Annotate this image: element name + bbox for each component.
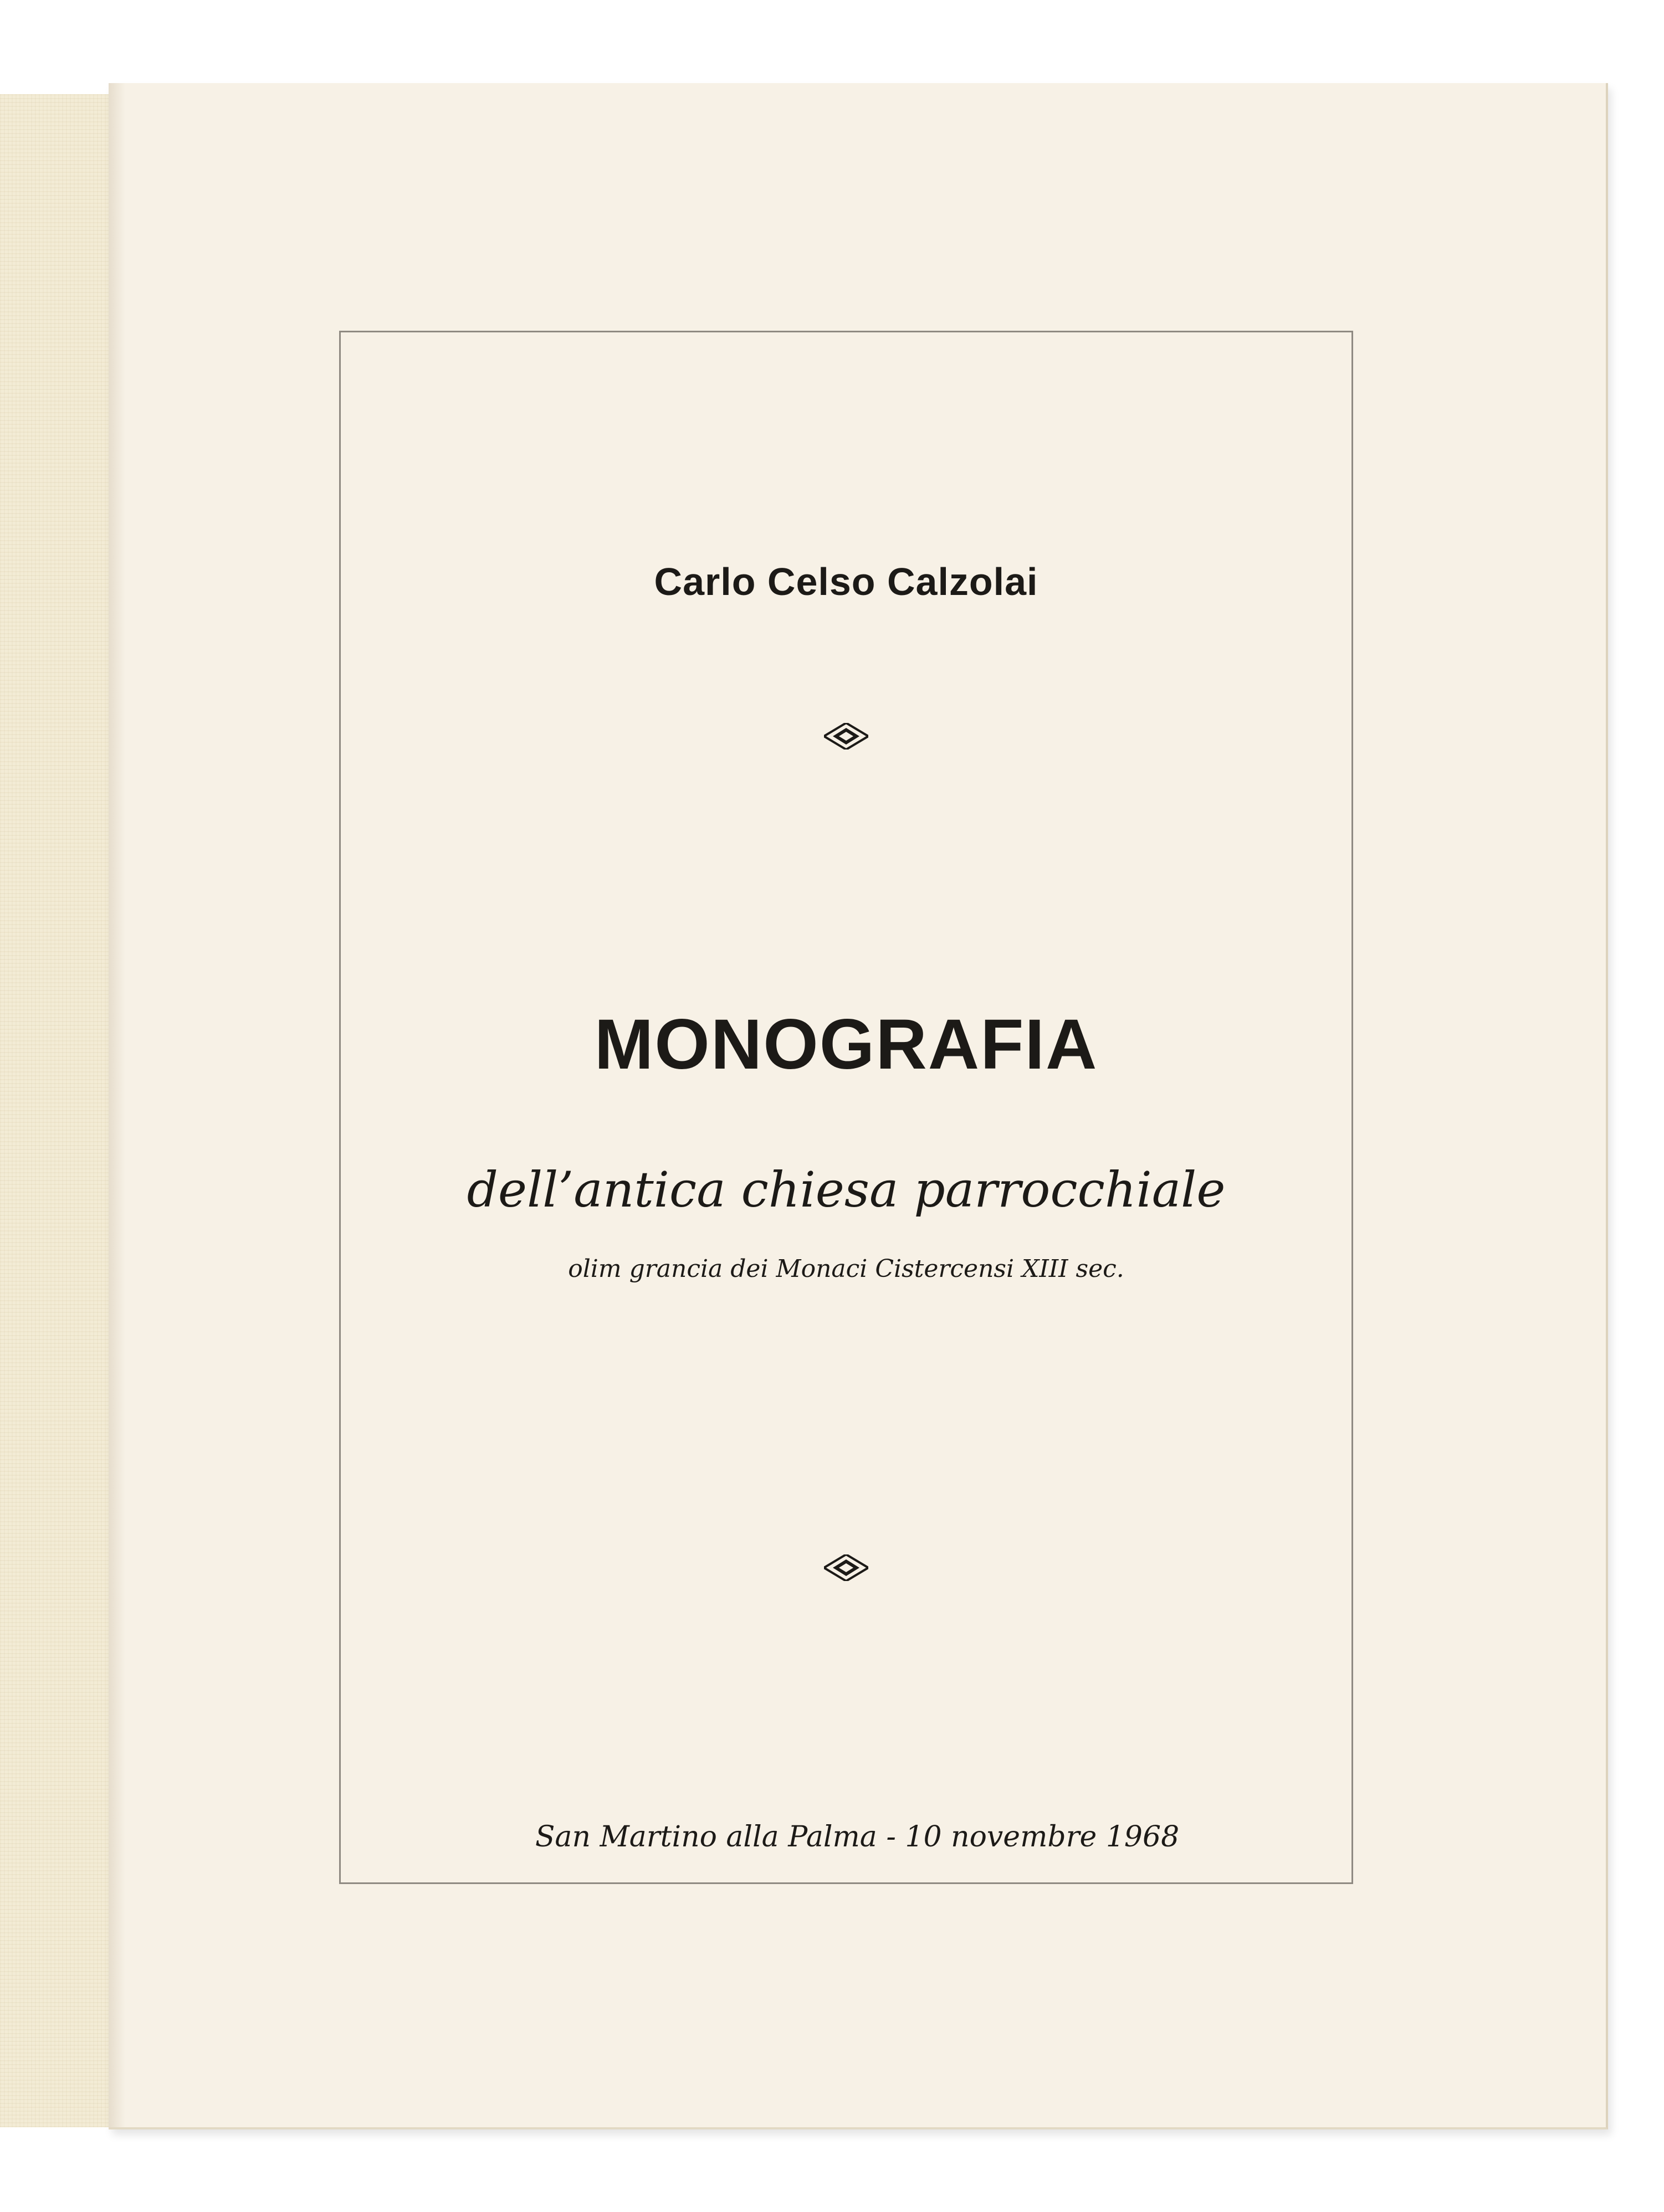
place-and-date: San Martino alla Palma - 10 novembre 1968 [535, 1820, 1180, 1854]
spine-shadow [109, 83, 125, 2127]
book-title: MONOGRAFIA [594, 1005, 1098, 1084]
diamond-ornament-icon [824, 723, 868, 750]
diamond-ornament-icon [824, 1554, 868, 1581]
book-subnote: olim grancia dei Monaci Cistercensi XIII sec. [568, 1255, 1124, 1283]
page-frame [339, 331, 1353, 1884]
author-name: Carlo Celso Calzolai [654, 560, 1038, 603]
left-endpaper [0, 94, 112, 2127]
book-subtitle: dell’antica chiesa parrocchiale [467, 1161, 1226, 1218]
title-page [109, 83, 1608, 2129]
